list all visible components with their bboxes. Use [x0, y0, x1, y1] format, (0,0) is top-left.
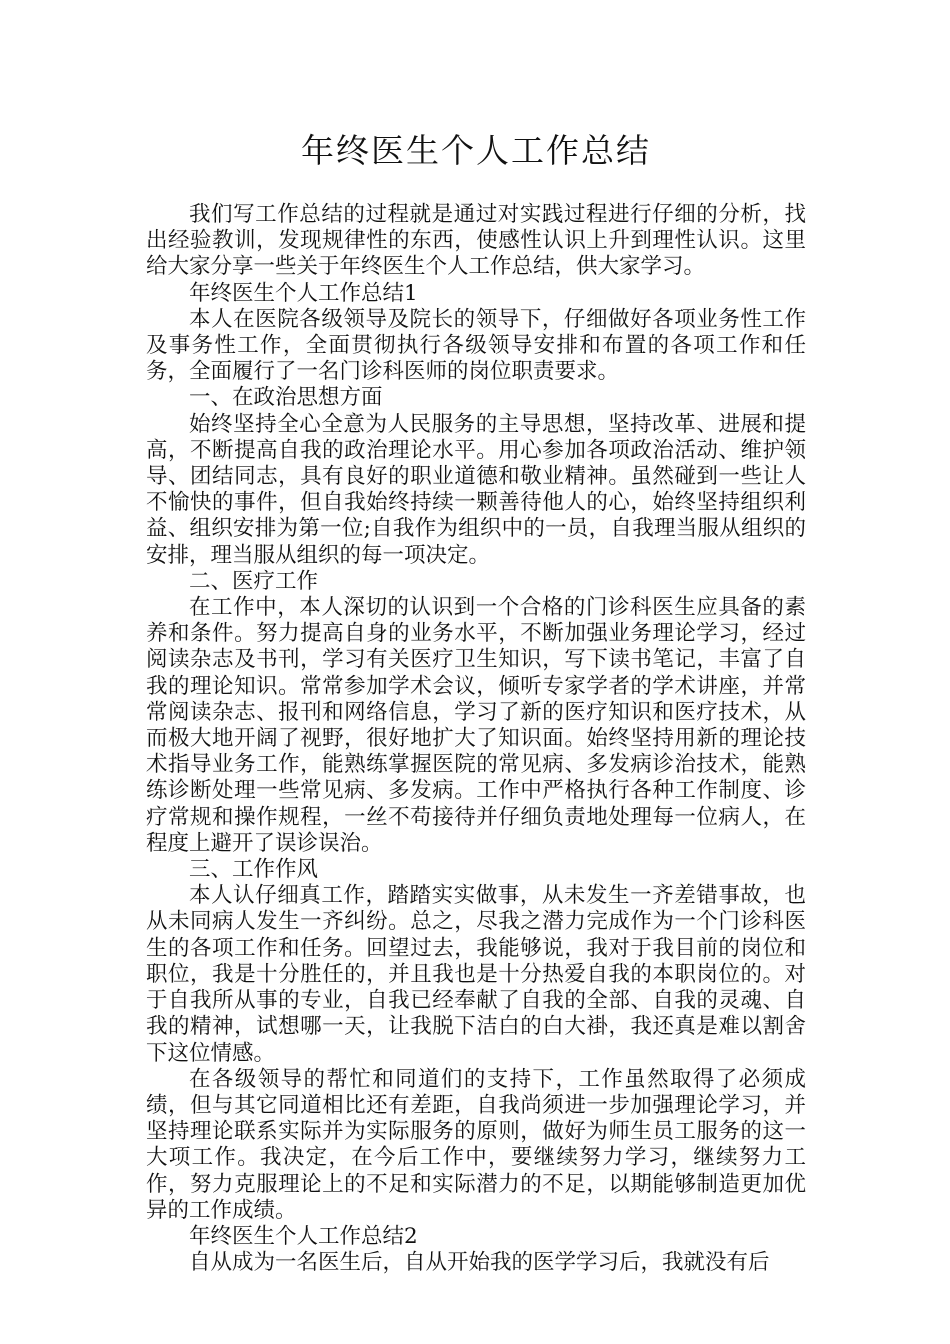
- section-heading-summary-2: 年终医生个人工作总结2: [189, 1223, 418, 1249]
- subheading-politics: 一、在政治思想方面: [189, 385, 383, 411]
- document-page: [146, 0, 806, 1276]
- section-heading-summary-1: 年终医生个人工作总结1: [189, 280, 418, 306]
- paragraph: 本人在医院各级领导及院长的领导下，仔细做好各项业务性工作及事务性工作，全面贯彻执行各级领导安排和布置的各项工作和任务，全面履行了一名门诊科医师的岗位职责要求。: [146, 306, 806, 385]
- paragraph: 本人认仔细真工作，踏踏实实做事，从未发生一齐差错事故，也从未同病人发生一齐纠纷。总之，尽我之潜力完成作为一个门诊科医生的各项工作和任务。回望过去，我能够说，我对于我目前的岗位和职位，我是十分胜任的，并且我也是十分热爱自我的本职岗位的。对于自我所从事的专业，自我已经奉献了自我的全部、自我的灵魂、自我的精神，试想哪一天，让我脱下洁白的白大褂，我还真是难以割舍下这位情感。: [146, 883, 806, 1066]
- document-title: 年终医生个人工作总结: [301, 131, 651, 170]
- intro-paragraph: 我们写工作总结的过程就是通过对实践过程进行仔细的分析，找出经验教训，发现规律性的东西，使感性认识上升到理性认识。这里给大家分享一些关于年终医生个人工作总结，供大家学习。: [146, 202, 806, 280]
- paragraph-truncated: 自从成为一名医生后，自从开始我的医学学习后，我就没有后: [189, 1250, 770, 1276]
- paragraph: 在工作中，本人深切的认识到一个合格的门诊科医生应具备的素养和条件。努力提高自身的业务水平，不断加强业务理论学习，经过阅读杂志及书刊，学习有关医疗卫生知识，写下读书笔记，丰富了自我的理论知识。常常参加学术会议，倾听专家学者的学术讲座，并常常阅读杂志、报刊和网络信息，学习了新的医疗知识和医疗技术，从而极大地开阔了视野，很好地扩大了知识面。始终坚持用新的理论技术指导业务工作，能熟练掌握医院的常见病、多发病诊治技术，能熟练诊断处理一些常见病、多发病。工作中严格执行各种工作制度、诊疗常规和操作规程，一丝不苟接待并仔细负责地处理每一位病人，在程度上避开了误诊误治。: [146, 595, 806, 856]
- paragraph: 始终坚持全心全意为人民服务的主导思想，坚持改革、进展和提高，不断提高自我的政治理论水平。用心参加各项政治活动、维护领导、团结同志，具有良好的职业道德和敬业精神。虽然碰到一些让人不愉快的事件，但自我始终持续一颗善待他人的心，始终坚持组织利益、组织安排为第一位;自我作为组织中的一员，自我理当服从组织的安排，理当服从组织的每一项决定。: [146, 411, 806, 568]
- subheading-work-style: 三、工作作风: [189, 857, 319, 883]
- paragraph: 在各级领导的帮忙和同道们的支持下，工作虽然取得了必须成绩，但与其它同道相比还有差距，自我尚须进一步加强理论学习，并坚持理论联系实际并为实际服务的原则，做好为师生员工服务的这一大项工作。我决定，在今后工作中，要继续努力学习，继续努力工作，努力克服理论上的不足和实际潜力的不足，以期能够制造更加优异的工作成绩。: [146, 1066, 806, 1223]
- document-body: [146, 202, 806, 1276]
- subheading-medical-work: 二、医疗工作: [189, 568, 319, 594]
